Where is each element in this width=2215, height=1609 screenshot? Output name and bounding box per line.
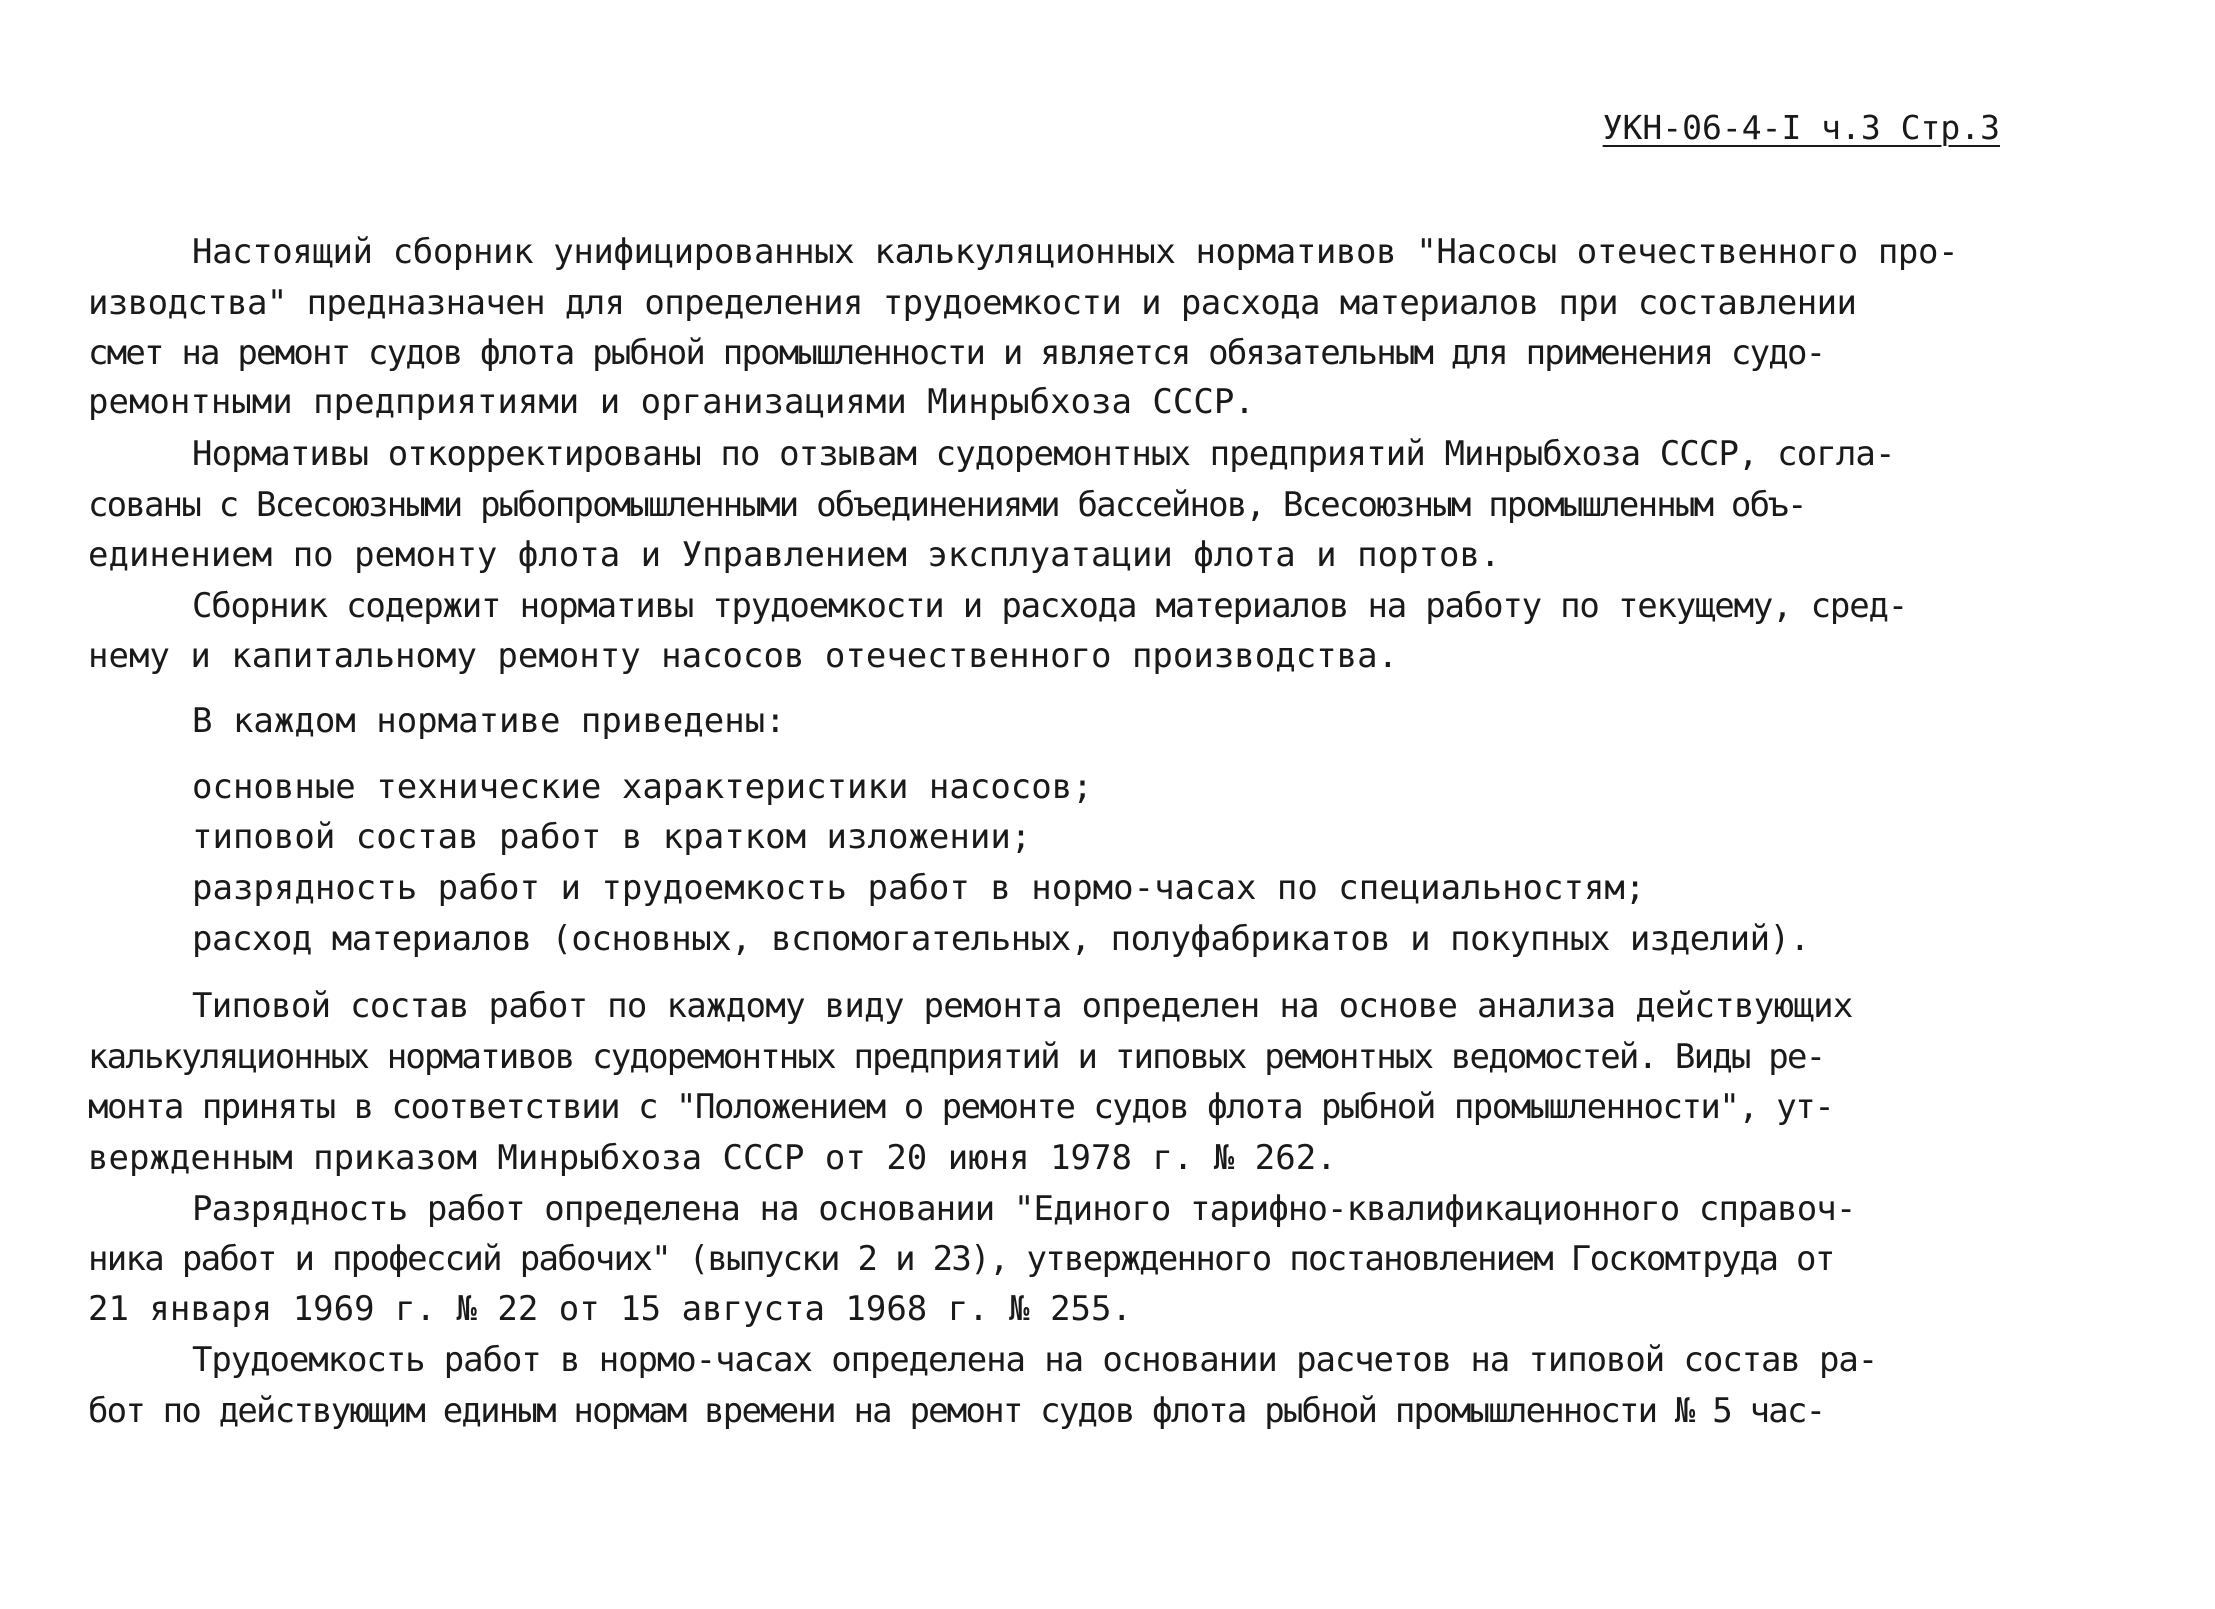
list-item: расход материалов (основных, вспомогательных, полуфабрикатов и покупных изделий). <box>192 919 1810 959</box>
paragraph-line: Сборник содержит нормативы трудоемкости и расхода материалов на работу по текущему, сред- <box>192 586 1908 626</box>
list-item: разрядность работ и трудоемкость работ в нормо-часах по специальностям; <box>192 868 1646 908</box>
paragraph-line: Разрядность работ определена на основании "Единого тарифно-квалификационного справоч- <box>192 1189 1856 1229</box>
paragraph-line: ремонтными предприятиями и организациями Минрыбхоза СССР. <box>88 382 1255 422</box>
list-item: типовой состав работ в кратком изложении; <box>192 817 1032 857</box>
paragraph-line: ника работ и профессий рабочих" (выпуски 2 и 23), утвержденного постановлением Госкомтруда от <box>88 1239 1834 1279</box>
paragraph-line: бот по действующим единым нормам времени на ремонт судов флота рыбной промышленности № 5 час- <box>88 1391 1825 1431</box>
paragraph-line: Типовой состав работ по каждому виду ремонта определен на основе анализа действующих <box>192 986 1853 1026</box>
paragraph-line: сованы с Всесоюзными рыбопромышленными объединениями бассейнов, Всесоюзным промышленным объ- <box>88 485 1806 525</box>
paragraph-line: нему и капитальному ремонту насосов отечественного производства. <box>88 636 1399 676</box>
paragraph-line: смет на ремонт судов флота рыбной промышленности и является обязательным для применения судо- <box>88 333 1825 373</box>
paragraph-line: монта приняты в соответствии с "Положением о ремонте судов флота рыбной промышленности", ут- <box>88 1087 1834 1127</box>
paragraph-line: Нормативы откорректированы по отзывам судоремонтных предприятий Минрыбхоза СССР, согла- <box>192 434 1895 474</box>
paragraph-line: В каждом нормативе приведены: <box>192 701 786 741</box>
paragraph-line: Трудоемкость работ в нормо-часах определена на основании расчетов на типовой состав ра- <box>192 1340 1878 1380</box>
paragraph-line: единением по ремонту флота и Управлением эксплуатации флота и портов. <box>88 535 1501 575</box>
paragraph-line: 21 января 1969 г. № 22 от 15 августа 1968 г. № 255. <box>88 1289 1132 1329</box>
paragraph-line: Настоящий сборник унифицированных калькуляционных нормативов "Насосы отечественного про- <box>192 232 1959 272</box>
page-header-code: УКН-06-4-I ч.3 Стр.3 <box>1602 108 2000 147</box>
paragraph-line: вержденным приказом Минрыбхоза СССР от 20 июня 1978 г. № 262. <box>88 1138 1337 1178</box>
list-item: основные технические характеристики насосов; <box>192 767 1093 807</box>
paragraph-line: калькуляционных нормативов судоремонтных предприятий и типовых ремонтных ведомостей. Виды ре- <box>88 1037 1825 1077</box>
paragraph-line: изводства" предназначен для определения трудоемкости и расхода материалов при составлении <box>88 283 1857 323</box>
